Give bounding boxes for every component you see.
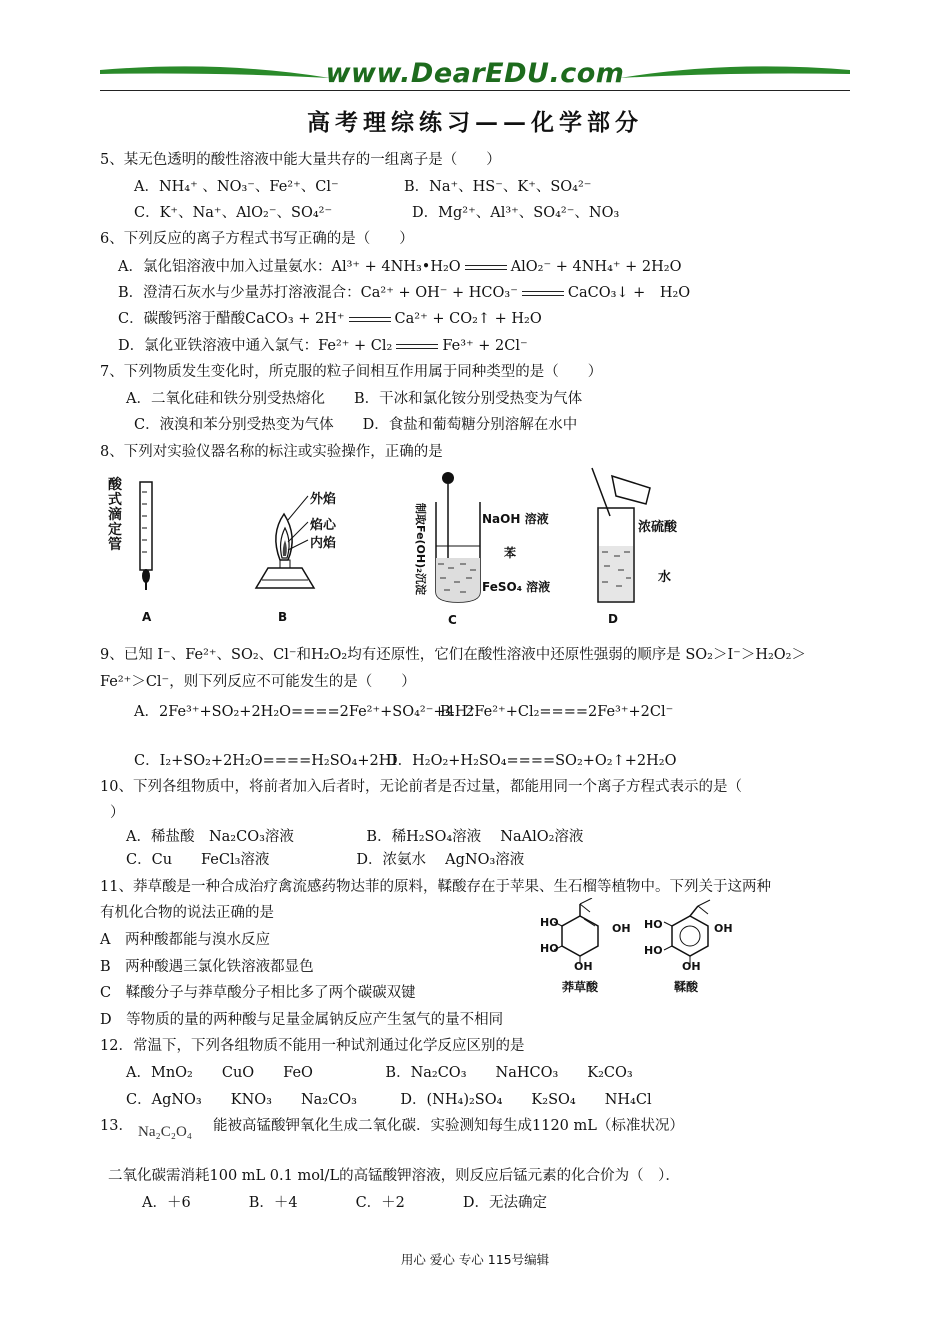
equation-sign [396, 344, 438, 349]
shikimic-ho-top: HO [540, 916, 559, 929]
q6-b-left: B．澄清石灰水与少量苏打溶液混合：Ca²⁺ + OH⁻ + HCO₃⁻ [118, 285, 518, 301]
q11-option-c: C 鞣酸分子与莽草酸分子相比多了两个碳碳双键 [100, 985, 416, 1001]
burette-label: 酸式滴定管 [108, 477, 122, 553]
gallic-cooh: OH [714, 922, 733, 935]
q11-option-a: A 两种酸都能与溴水反应 [100, 932, 270, 948]
q7-options-ab: A．二氧化硅和铁分别受热熔化 B．干冰和氯化铵分别受热变为气体 [126, 391, 583, 407]
q9-option-c: C．I₂+SO₂+2H₂O====H₂SO₄+2HI [134, 753, 398, 769]
shikimic-ho-bottom: HO [540, 942, 559, 955]
q13-options: A．＋6 B．＋4 C．＋2 D．无法确定 [142, 1195, 548, 1211]
q11-structures [540, 898, 750, 998]
q12-options-ab: A．MnO₂ CuO FeO B．Na₂CO₃ NaHCO₃ K₂CO₃ [126, 1065, 633, 1081]
burette-icon [130, 480, 170, 592]
q6-d-left: D．氯化亚铁溶液中通入氯气：Fe²⁺ + Cl₂ [118, 338, 393, 354]
q6-option-a [118, 257, 681, 277]
alcohol-lamp-icon [248, 484, 368, 599]
q5-option-b: B．Na⁺、HS⁻、K⁺、SO₄²⁻ [404, 179, 592, 195]
q10-stem-2: ） [110, 805, 125, 821]
q13-stem-2: 二氧化碳需消耗100 mL 0.1 mol/L的高锰酸钾溶液，则反应后锰元素的化合价为（ ）． [108, 1168, 680, 1184]
q11-option-d: D 等物质的量的两种酸与足量金属钠反应产生氢气的量不相同 [100, 1012, 504, 1028]
molecule-structures-icon [540, 898, 750, 978]
label-conc-sulfuric-acid: 浓硫酸 [638, 520, 678, 535]
q5-option-d: D．Mg²⁺、Al³⁺、SO₄²⁻、NO₃ [412, 205, 620, 221]
label-feso4: FeSO₄ 溶液 [482, 580, 551, 594]
q10-options-cd: C．Cu FeCl₃溶液 D．浓氨水 AgNO₃溶液 [126, 852, 525, 868]
q6-option-d [118, 336, 528, 356]
q13-number: 13． [100, 1118, 133, 1134]
figure-letter-c: C [448, 613, 457, 627]
page-title: 高考理综练习——化学部分 [307, 109, 643, 136]
q13-formula: Na₂C₂O₄ [138, 1124, 193, 1140]
q6-option-b [118, 283, 690, 303]
q13-stem-1: 能被高锰酸钾氧化生成二氧化碳．实验测知每生成1120 mL（标准状况） [213, 1118, 684, 1134]
equation-sign [522, 291, 564, 296]
figure-letter-b: B [278, 610, 288, 624]
header-rule [100, 90, 850, 91]
q8-figure-d [588, 466, 728, 628]
q7-stem: 7、下列物质发生变化时，所克服的粒子间相互作用属于同种类型的是（ ） [100, 364, 603, 380]
label-water: 水 [658, 570, 672, 585]
figure-letter-a: A [142, 610, 152, 624]
q5-option-a: A．NH₄⁺ 、NO₃⁻、Fe²⁺、Cl⁻ [134, 179, 339, 195]
q11-option-b: B 两种酸遇三氯化铁溶液都显色 [100, 959, 314, 975]
q11-stem-1: 11、莽草酸是一种合成治疗禽流感药物达菲的原料，鞣酸存在于苹果、生石榴等植物中。下列关于这两种 [100, 879, 771, 895]
q5-option-c: C．K⁺、Na⁺、AlO₂⁻、SO₄²⁻ [134, 205, 333, 221]
q8-stem: 8、下列对实验仪器名称的标注或实验操作，正确的是 [100, 444, 443, 460]
q8-figure-b [248, 484, 368, 628]
q6-a-right: AlO₂⁻ + 4NH₄⁺ + 2H₂O [510, 259, 682, 275]
equation-sign [465, 265, 507, 270]
q9-stem-2: Fe²⁺＞Cl⁻，则下列反应不可能发生的是（ ） [100, 674, 416, 690]
site-url[interactable]: www.DearEDU.com [325, 58, 625, 89]
q5-stem: 5、某无色透明的酸性溶液中能大量共存的一组离子是（ ） [100, 152, 501, 168]
q6-b-right: CaCO₃↓ + H₂O [567, 285, 691, 301]
q10-stem-1: 10、下列各组物质中，将前者加入后者时，无论前者是否过量，都能用同一个离子方程式表示的是（ [100, 779, 742, 795]
equation-sign [349, 317, 391, 322]
q8-figure-a [108, 478, 178, 628]
figure-letter-d: D [608, 612, 618, 626]
shikimic-cooh: OH [612, 922, 631, 935]
q8-figure-c [396, 468, 566, 628]
label-inner-flame: 内焰 [310, 536, 337, 551]
label-naoh: NaOH 溶液 [482, 512, 549, 526]
q6-option-c [118, 309, 542, 329]
label-outer-flame: 外焰 [310, 492, 337, 507]
shikimic-oh-bottom: OH [574, 960, 593, 973]
q12-stem: 12．常温下，下列各组物质不能用一种试剂通过化学反应区别的是 [100, 1038, 525, 1054]
gallic-ho-bottom: HO [644, 944, 663, 957]
q6-a-left: A．氯化铝溶液中加入过量氨水：Al³⁺ + 4NH₃•H₂O [118, 259, 461, 275]
label-shikimic-acid: 莽草酸 [562, 980, 599, 994]
q9-option-b: B．2Fe²⁺+Cl₂====2Fe³⁺+2Cl⁻ [440, 704, 674, 720]
q6-c-right: Ca²⁺ + CO₂↑ + H₂O [394, 311, 542, 327]
q9-stem-1: 9、已知 I⁻、Fe²⁺、SO₂、Cl⁻和H₂O₂均有还原性，它们在酸性溶液中还原性强弱的顺序是 SO₂＞I⁻＞H₂O₂＞ [100, 647, 806, 663]
q9-option-a: A．2Fe³⁺+SO₂+2H₂O====2Fe²⁺+SO₄²⁻+4H⁺ [134, 704, 476, 720]
q6-d-right: Fe³⁺ + 2Cl⁻ [442, 338, 528, 354]
graduated-cylinder-icon [588, 466, 668, 606]
q7-options-cd: C．液溴和苯分别受热变为气体 D．食盐和葡萄糖分别溶解在水中 [134, 417, 578, 433]
label-flame-core: 焰心 [310, 518, 337, 533]
q6-stem: 6、下列反应的离子方程式书写正确的是（ ） [100, 231, 414, 247]
label-tannic-acid: 鞣酸 [674, 980, 699, 994]
q12-options-cd: C．AgNO₃ KNO₃ Na₂CO₃ D．(NH₄)₂SO₄ K₂SO₄ NH₄Cl [126, 1092, 652, 1108]
q10-options-ab: A．稀盐酸 Na₂CO₃溶液 B．稀H₂SO₄溶液 NaAlO₂溶液 [126, 829, 584, 845]
site-banner [100, 58, 850, 98]
q6-c-left: C．碳酸钙溶于醋酸CaCO₃ + 2H⁺ [118, 311, 345, 327]
q9-option-d: D．H₂O₂+H₂SO₄====SO₂+O₂↑+2H₂O [386, 753, 677, 769]
q11-stem-2: 有机化合物的说法正确的是 [100, 905, 274, 921]
gallic-oh-bottom: OH [682, 960, 701, 973]
page-footer: 用心 爱心 专心 115号编辑 [400, 1252, 550, 1267]
label-prepare-feoh2: 制取Fe(OH)₂沉淀 [414, 503, 427, 595]
gallic-ho-top: HO [644, 918, 663, 931]
label-benzene: 苯 [504, 546, 517, 560]
